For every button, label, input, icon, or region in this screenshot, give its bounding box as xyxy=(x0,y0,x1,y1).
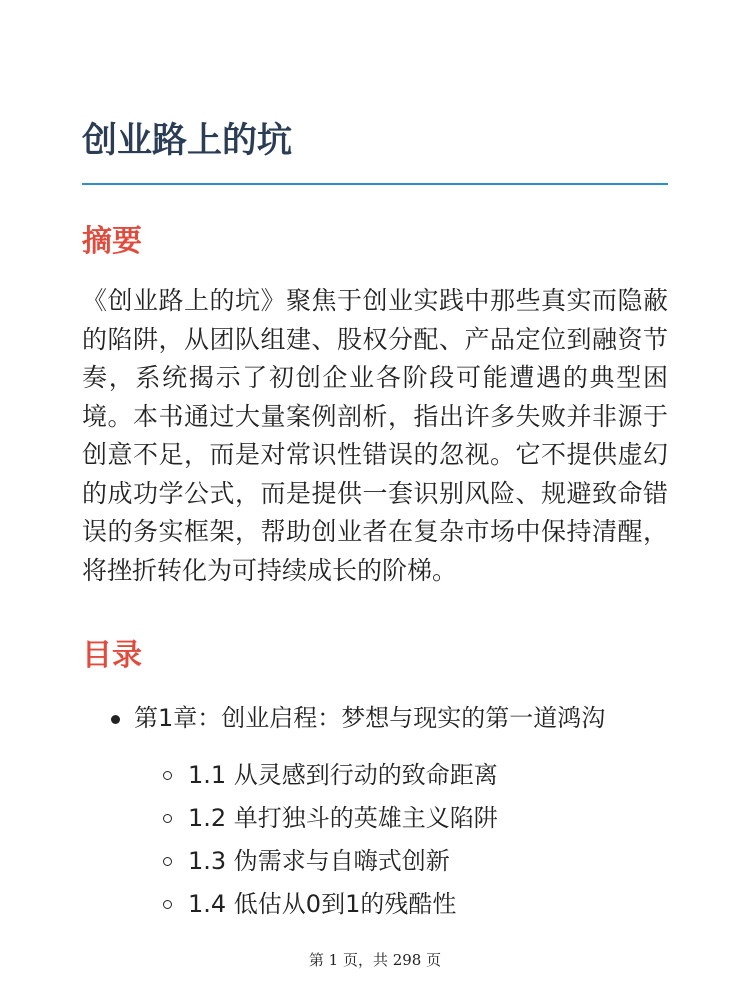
page-number-footer: 第 1 页，共 298 页 xyxy=(308,951,442,969)
document-title: 创业路上的坑 xyxy=(82,121,293,161)
bullet-dot-icon xyxy=(111,715,120,724)
toc-section-label: 1.2 单打独斗的英雄主义陷阱 xyxy=(188,804,498,832)
toc-section-label: 1.3 伪需求与自嗨式创新 xyxy=(188,847,450,875)
title-divider xyxy=(82,183,668,185)
bullet-ring-icon xyxy=(163,857,172,866)
toc-chapter-label: 第1章：创业启程：梦想与现实的第一道鸿沟 xyxy=(134,704,606,732)
toc-heading: 目录 xyxy=(82,638,142,673)
toc-section-item xyxy=(82,797,668,840)
toc-chapter-1-sections xyxy=(82,736,668,926)
toc-section-item xyxy=(82,754,668,797)
document-page xyxy=(82,0,668,1000)
bullet-ring-icon xyxy=(163,771,172,780)
toc-section-label: 1.1 从灵感到行动的致命距离 xyxy=(188,761,498,789)
toc-chapter-1 xyxy=(82,700,668,736)
toc-section-list xyxy=(82,754,668,926)
summary-heading: 摘要 xyxy=(82,224,142,259)
table-of-contents xyxy=(82,700,668,736)
toc-section-item xyxy=(82,840,668,883)
summary-paragraph: 《创业路上的坑》聚焦于创业实践中那些真实而隐蔽的陷阱，从团队组建、股权分配、产品定位到融资节奏，系统揭示了初创企业各阶段可能遭遇的典型困境。本书通过大量案例剖析，指出许多失败并非源于创意不足，而是对常识性错误的忽视。它不提供虚幻的成功学公式，而是提供一套识别风险、规避致命错误的务实框架，帮助创业者在复杂市场中保持清醒，将挫折转化为可持续成长的阶梯。 xyxy=(82,286,668,585)
bullet-ring-icon xyxy=(163,900,172,909)
toc-section-label: 1.4 低估从0到1的残酷性 xyxy=(188,890,457,918)
bullet-ring-icon xyxy=(163,814,172,823)
toc-section-item xyxy=(82,883,668,926)
